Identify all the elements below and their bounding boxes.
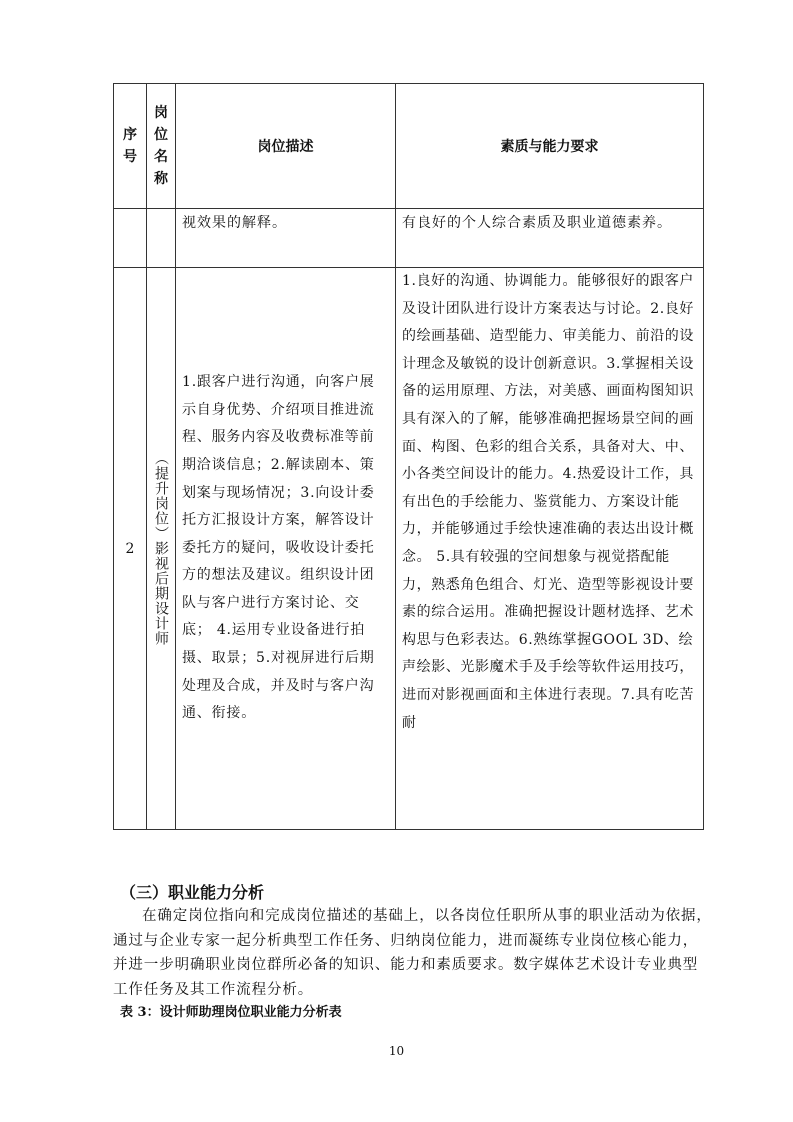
- section-paragraph: 在确定岗位指向和完成岗位描述的基础上，以各岗位任职所从事的职业活动为依据，通过与企业专家一起分析典型工作任务、归纳岗位能力，进而凝练专业岗位核心能力，并进一步明确职业岗位群所必备的知识、能力和素质要求。数字媒体艺术设计专业典型工作任务及其工作流程分析。: [113, 908, 712, 998]
- header-name-char: 名: [154, 149, 168, 165]
- table-row: [114, 209, 704, 268]
- header-requirements: 素质与能力要求: [396, 84, 704, 209]
- header-description: 岗位描述: [176, 84, 396, 209]
- page-number: 10: [388, 1044, 405, 1058]
- section-title: （三）职业能力分析: [120, 883, 265, 902]
- cell-description: 1.跟客户进行沟通，向客户展示自身优势、介绍项目推进流程、服务内容及收费标准等前期洽谈信息；2.解读剧本、策划案与现场情况；3.向设计委托方汇报设计方案，解答设计委托方的疑问，吸收设计委托方的想法及建议。组织设计团队与客户进行方案讨论、交底； 4.运用专业设备进行拍摄、取景；5.对视屏进行后期处理及合成，并及时与客户沟通、衔接。: [176, 268, 396, 830]
- cell-requirements: 1.良好的沟通、协调能力。能够很好的跟客户及设计团队进行设计方案表达与讨论。2.良好的绘画基础、造型能力、审美能力、前沿的设计理念及敏锐的设计创新意识。3.掌握相关设备的运用原理、方法，对美感、画面构图知识具有深入的了解，能够准确把握场景空间的画面、构图、色彩的组合关系，具备对大、中、小各类空间设计的能力。4.热爱设计工作，具有出色的手绘能力、鉴赏能力、方案设计能力，并能够通过手绘快速准确的表达出设计概念。 5.具有较强的空间想象与视觉搭配能力，熟悉角色组合、灯光、造型等影视设计要素的综合运用。准确把握设计题材选择、艺术构思与色彩表达。6.熟练掌握GOOL 3D、绘声绘影、光影魔术手及手绘等软件运用技巧，进而对影视画面和主体进行表现。7.具有吃苦耐: [396, 268, 704, 830]
- table-header-row: [114, 84, 704, 209]
- header-name-char: 位: [154, 127, 168, 143]
- header-index-char: 序: [123, 127, 137, 143]
- table-row: [114, 268, 704, 830]
- table-caption: 表 3：设计师助理岗位职业能力分析表: [120, 1005, 342, 1020]
- cell-index-empty: [114, 209, 147, 268]
- cell-position-name: （提升岗位）影视后期设计师: [147, 268, 176, 830]
- cell-description: 视效果的解释。: [176, 209, 396, 268]
- cell-requirements: 有良好的个人综合素质及职业道德素养。: [396, 209, 704, 268]
- header-index: [114, 84, 147, 209]
- header-name-char: 称: [154, 171, 168, 187]
- header-name-char: 岗: [154, 105, 168, 121]
- cell-name-empty: [147, 209, 176, 268]
- header-position-name: [147, 84, 176, 209]
- position-table: [113, 83, 704, 830]
- header-index-char: 号: [123, 149, 137, 165]
- cell-index: 2: [114, 268, 147, 830]
